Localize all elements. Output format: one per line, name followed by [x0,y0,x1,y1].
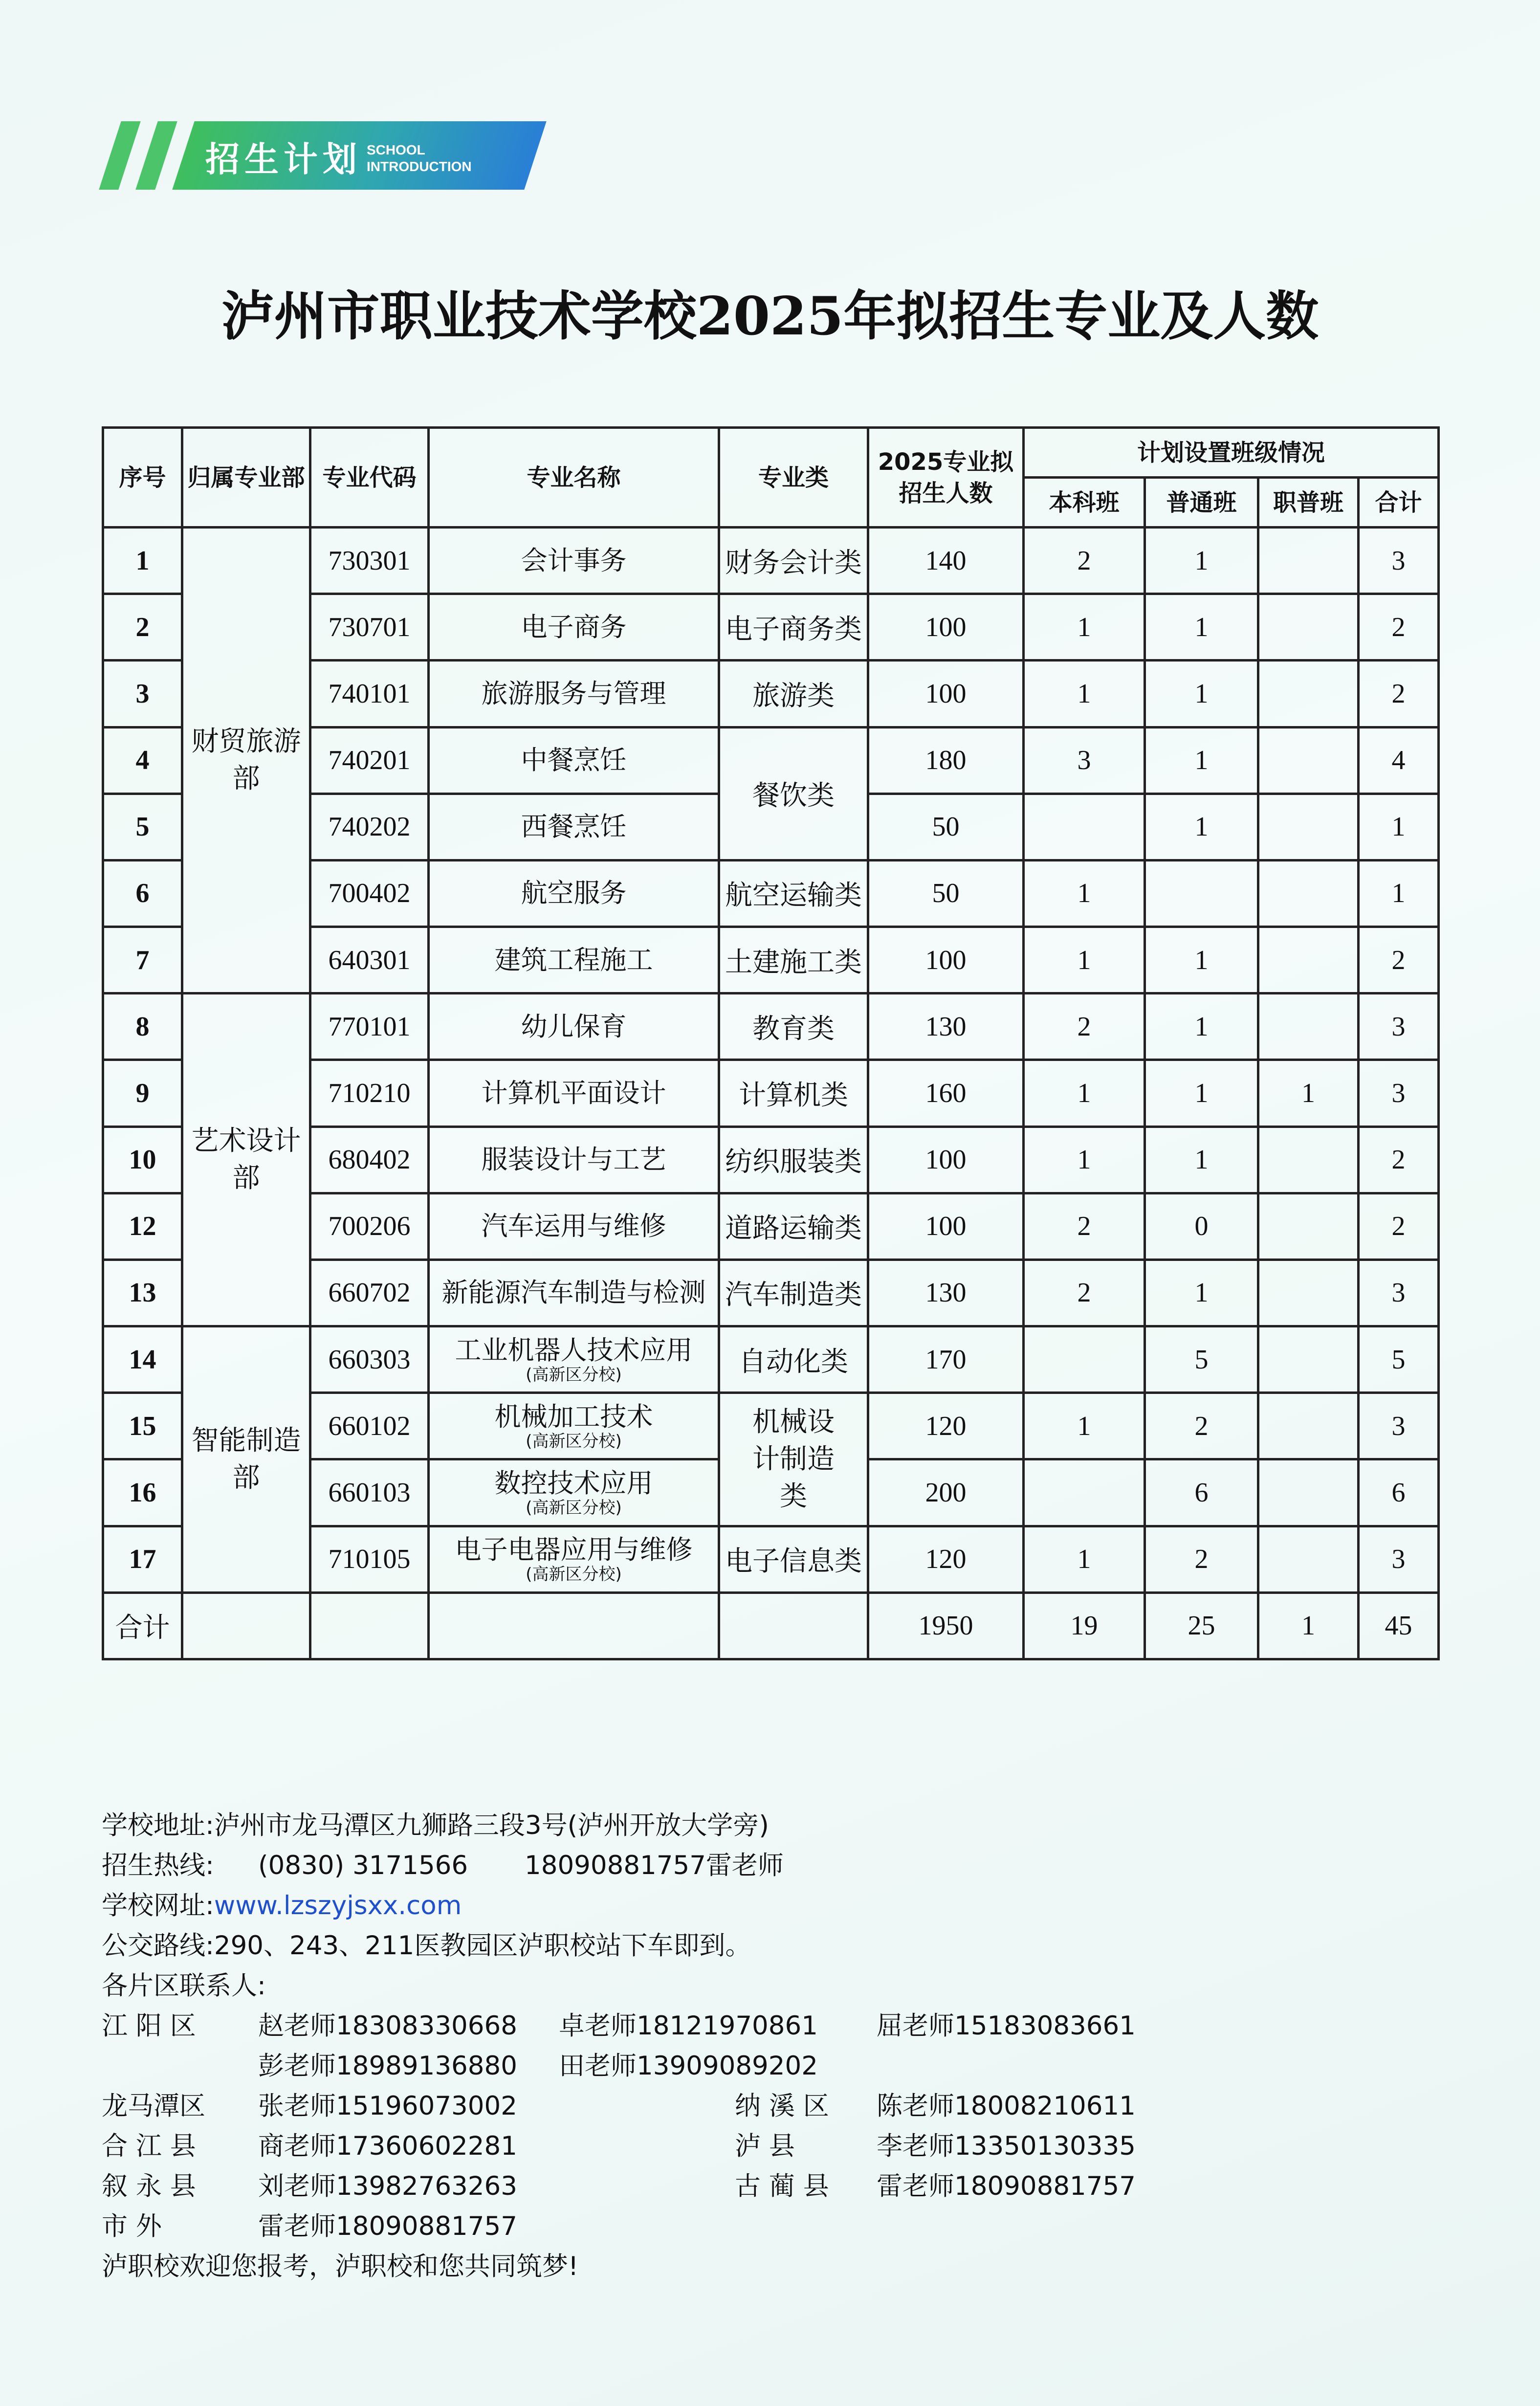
cell-category: 财务会计类 [719,528,868,594]
cell-bachelor: 1 [1024,661,1145,727]
cell-count: 100 [868,594,1024,661]
category-text: 机械设计制造类 [752,1407,835,1512]
cell-bachelor: 2 [1024,528,1145,594]
cell-vocational [1258,993,1359,1060]
cell-total: 1 [1359,860,1439,927]
cell-count: 100 [868,1126,1024,1193]
cell-name [429,661,719,727]
cell-regular: 1 [1145,528,1258,594]
contact-person: 刘老师13982763263 [258,2171,517,2201]
cell-dept: 艺术设计部 [182,993,310,1326]
contact-person: 商老师17360602281 [258,2131,517,2161]
cell-category: 土建施工类 [719,927,868,993]
cell-count: 160 [868,1060,1024,1126]
cell-bachelor: 1 [1024,927,1145,993]
cell-total: 2 [1359,927,1439,993]
contact-person: 田老师13909089202 [559,2051,818,2081]
contact-person: 陈老师18008210611 [877,2091,1136,2121]
cell-regular: 6 [1145,1459,1258,1526]
header-name: 专业名称 [429,428,719,528]
major-name: 汽车运用与维修 [481,1211,666,1242]
cell-name [429,1393,719,1459]
cell-regular: 2 [1145,1526,1258,1592]
major-name: 服装设计与工艺 [481,1144,666,1175]
cell-bachelor: 1 [1024,860,1145,927]
header-total: 合计 [1359,478,1439,528]
cell-count: 120 [868,1526,1024,1592]
cell-total: 3 [1359,1259,1439,1326]
cell-category: 道路运输类 [719,1193,868,1259]
cell-count: 130 [868,993,1024,1060]
header-regular: 普通班 [1145,478,1258,528]
banner-sub-line2: INTRODUCTION [367,159,472,174]
cell-total: 1 [1359,794,1439,860]
header-dept: 归属专业部 [182,428,310,528]
cell-category: 旅游类 [719,661,868,727]
major-name: 中餐烹饪 [521,745,627,776]
totals-total: 45 [1359,1592,1439,1659]
area-name: 叙 永 县 [102,2171,196,2201]
area-name: 龙马潭区 [102,2091,205,2121]
major-campus-note: (高新区分校) [526,1365,622,1385]
cell-vocational [1258,1393,1359,1459]
cell-regular: 1 [1145,1259,1258,1326]
cell-regular [1145,860,1258,927]
cell-category: 纺织服装类 [719,1126,868,1193]
cell-regular: 1 [1145,794,1258,860]
cell-name [429,1060,719,1126]
contact-person: 李老师13350130335 [877,2131,1136,2161]
area-name: 市 外 [102,2211,162,2241]
cell-count: 50 [868,794,1024,860]
cell-vocational [1258,1326,1359,1393]
cell-seq: 12 [103,1193,182,1259]
closing-line: 泸职校欢迎您报考，泸职校和您共同筑梦! [102,2251,579,2281]
cell-seq: 1 [103,528,182,594]
cell-vocational [1258,860,1359,927]
cell-seq: 13 [103,1259,182,1326]
cell-bachelor: 2 [1024,1193,1145,1259]
banner-stripe [99,121,140,190]
cell-vocational [1258,794,1359,860]
cell-category: 自动化类 [719,1326,868,1393]
header-code: 专业代码 [310,428,429,528]
cell-regular: 1 [1145,594,1258,661]
cell-category: 餐饮类 [719,727,868,860]
cell-seq: 4 [103,727,182,794]
cell-regular: 1 [1145,1060,1258,1126]
cell-seq: 15 [103,1393,182,1459]
major-name: 航空服务 [521,878,627,909]
cell-empty [310,1592,429,1659]
cell-bachelor: 1 [1024,594,1145,661]
cell-name [429,528,719,594]
contact-person: 赵老师18308330668 [258,2011,517,2041]
cell-vocational [1258,1459,1359,1526]
cell-total: 2 [1359,594,1439,661]
contact-row [102,2006,1275,2046]
cell-seq: 5 [103,794,182,860]
cell-empty [429,1592,719,1659]
hotline-line [102,1846,1275,1886]
major-campus-note: (高新区分校) [526,1498,622,1518]
cell-count: 100 [868,927,1024,993]
totals-regular: 25 [1145,1592,1258,1659]
address-line: 学校地址:泸州市龙马潭区九狮路三段3号(泸州开放大学旁) [102,1810,769,1840]
cell-seq: 14 [103,1326,182,1393]
cell-count: 140 [868,528,1024,594]
cell-seq: 9 [103,1060,182,1126]
cell-regular: 2 [1145,1393,1258,1459]
major-name: 会计事务 [521,545,627,576]
website-label: 学校网址: [102,1891,214,1920]
table-row [103,1326,1439,1393]
cell-total: 2 [1359,1126,1439,1193]
cell-code: 710210 [310,1060,429,1126]
cell-code: 660102 [310,1393,429,1459]
header-bachelor: 本科班 [1024,478,1145,528]
website-line [102,1886,1275,1926]
hotline-mobile[interactable]: 18090881757雷老师 [525,1851,784,1880]
cell-vocational [1258,1126,1359,1193]
cell-bachelor: 1 [1024,1526,1145,1592]
cell-count: 50 [868,860,1024,927]
area-name: 古 蔺 县 [735,2171,829,2201]
cell-seq: 6 [103,860,182,927]
cell-name [429,1326,719,1393]
table-row [103,993,1439,1060]
area-name: 合 江 县 [102,2131,196,2161]
cell-vocational [1258,528,1359,594]
header-category: 专业类 [719,428,868,528]
banner-sub-line1: SCHOOL [367,142,425,157]
cell-total: 3 [1359,528,1439,594]
cell-bachelor [1024,1326,1145,1393]
cell-name [429,727,719,794]
cell-seq: 16 [103,1459,182,1526]
totals-count: 1950 [868,1592,1024,1659]
contact-person: 雷老师18090881757 [877,2171,1136,2201]
cell-code: 640301 [310,927,429,993]
cell-vocational [1258,661,1359,727]
major-name: 旅游服务与管理 [481,678,666,709]
cell-name [429,1259,719,1326]
major-name: 工业机器人技术应用 [455,1334,693,1366]
cell-total: 5 [1359,1326,1439,1393]
table-row [103,528,1439,594]
contact-person: 卓老师18121970861 [559,2011,818,2041]
contact-info [102,1806,1275,2287]
cell-regular: 1 [1145,993,1258,1060]
cell-regular: 1 [1145,927,1258,993]
cell-regular: 0 [1145,1193,1258,1259]
cell-category: 教育类 [719,993,868,1060]
cell-count: 200 [868,1459,1024,1526]
hotline-label: 招生热线: [102,1851,214,1880]
header-classes: 计划设置班级情况 [1024,428,1439,478]
cell-count: 130 [868,1259,1024,1326]
major-name: 建筑工程施工 [494,944,653,975]
enrollment-table [102,426,1440,1660]
cell-seq: 3 [103,661,182,727]
banner-label: 招生计划 [205,139,362,179]
area-name: 江 阳 区 [102,2011,196,2041]
cell-total: 3 [1359,1526,1439,1592]
major-name: 计算机平面设计 [481,1077,666,1108]
major-name: 西餐烹饪 [521,811,627,842]
cell-vocational: 1 [1258,1060,1359,1126]
cell-category [719,1393,868,1526]
banner-stripe [135,121,177,190]
cell-vocational [1258,927,1359,993]
cell-code: 700206 [310,1193,429,1259]
cell-regular: 1 [1145,1126,1258,1193]
cell-regular: 5 [1145,1326,1258,1393]
cell-seq: 8 [103,993,182,1060]
cell-dept: 智能制造部 [182,1326,310,1593]
cell-category: 电子信息类 [719,1526,868,1592]
cell-name [429,794,719,860]
cell-total: 3 [1359,1393,1439,1459]
section-banner [100,121,545,190]
cell-seq: 17 [103,1526,182,1592]
cell-bachelor [1024,1459,1145,1526]
cell-code: 740201 [310,727,429,794]
cell-vocational [1258,1193,1359,1259]
cell-name [429,1193,719,1259]
cell-category: 电子商务类 [719,594,868,661]
totals-vocational: 1 [1258,1592,1359,1659]
cell-count: 120 [868,1393,1024,1459]
contacts-label: 各片区联系人: [102,1971,266,2001]
cell-name [429,927,719,993]
cell-vocational [1258,594,1359,661]
major-campus-note: (高新区分校) [526,1565,622,1585]
cell-code: 680402 [310,1126,429,1193]
contact-row [102,2126,1275,2166]
contact-person: 屈老师15183083661 [877,2011,1136,2041]
cell-bachelor: 3 [1024,727,1145,794]
cell-code: 730301 [310,528,429,594]
area-name: 纳 溪 区 [735,2091,829,2121]
cell-count: 180 [868,727,1024,794]
cell-bachelor: 2 [1024,1259,1145,1326]
cell-count: 100 [868,1193,1024,1259]
cell-code: 770101 [310,993,429,1060]
cell-total: 4 [1359,727,1439,794]
cell-code: 740101 [310,661,429,727]
bus-line: 公交路线:290、243、211医教园区泸职校站下车即到。 [102,1931,751,1961]
contact-row [102,2166,1275,2207]
cell-code: 740202 [310,794,429,860]
area-name: 泸 县 [735,2131,795,2161]
totals-label: 合计 [103,1592,182,1659]
cell-seq: 10 [103,1126,182,1193]
cell-code: 700402 [310,860,429,927]
cell-bachelor [1024,794,1145,860]
cell-name [429,594,719,661]
cell-regular: 1 [1145,661,1258,727]
cell-count: 100 [868,661,1024,727]
totals-bachelor: 19 [1024,1592,1145,1659]
header-seq: 序号 [103,428,182,528]
totals-row [103,1592,1439,1659]
cell-regular: 1 [1145,727,1258,794]
contact-row [102,2086,1275,2126]
banner-subtitle [367,142,472,175]
cell-total: 3 [1359,1060,1439,1126]
cell-seq: 2 [103,594,182,661]
major-name: 电子商务 [521,611,627,642]
contact-row [102,2207,1275,2247]
website-link[interactable]: www.lzszyjsxx.com [214,1891,462,1920]
cell-total: 3 [1359,993,1439,1060]
cell-code: 660702 [310,1259,429,1326]
cell-name [429,1126,719,1193]
cell-vocational [1258,1259,1359,1326]
cell-bachelor: 1 [1024,1126,1145,1193]
header-vocational: 职普班 [1258,478,1359,528]
contact-person: 张老师15196073002 [258,2091,517,2121]
contact-person: 彭老师18989136880 [258,2051,517,2081]
cell-name [429,1526,719,1592]
cell-category: 计算机类 [719,1060,868,1126]
cell-dept: 财贸旅游部 [182,528,310,993]
cell-seq: 7 [103,927,182,993]
cell-total: 6 [1359,1459,1439,1526]
cell-category: 汽车制造类 [719,1259,868,1326]
cell-bachelor: 1 [1024,1393,1145,1459]
major-name: 机械加工技术 [494,1401,653,1432]
cell-code: 660103 [310,1459,429,1526]
cell-bachelor: 1 [1024,1060,1145,1126]
cell-bachelor: 2 [1024,993,1145,1060]
cell-name [429,993,719,1060]
cell-category: 航空运输类 [719,860,868,927]
header-count: 2025专业拟招生人数 [868,428,1024,528]
cell-empty [182,1592,310,1659]
major-name: 电子电器应用与维修 [455,1534,693,1566]
major-campus-note: (高新区分校) [526,1431,622,1451]
hotline-phone[interactable]: (0830) 3171566 [258,1851,468,1880]
cell-name [429,860,719,927]
contact-person: 雷老师18090881757 [258,2211,517,2241]
cell-code: 730701 [310,594,429,661]
major-name: 幼儿保育 [521,1011,627,1042]
cell-empty [719,1592,868,1659]
cell-vocational [1258,1526,1359,1592]
cell-code: 660303 [310,1326,429,1393]
major-name: 新能源汽车制造与检测 [441,1277,706,1308]
contact-row [102,2046,1275,2086]
cell-count: 170 [868,1326,1024,1393]
cell-total: 2 [1359,1193,1439,1259]
cell-total: 2 [1359,661,1439,727]
major-name: 数控技术应用 [494,1467,653,1499]
page-title: 泸州市职业技术学校2025年拟招生专业及人数 [221,286,1319,347]
cell-code: 710105 [310,1526,429,1592]
cell-name [429,1459,719,1526]
cell-vocational [1258,727,1359,794]
